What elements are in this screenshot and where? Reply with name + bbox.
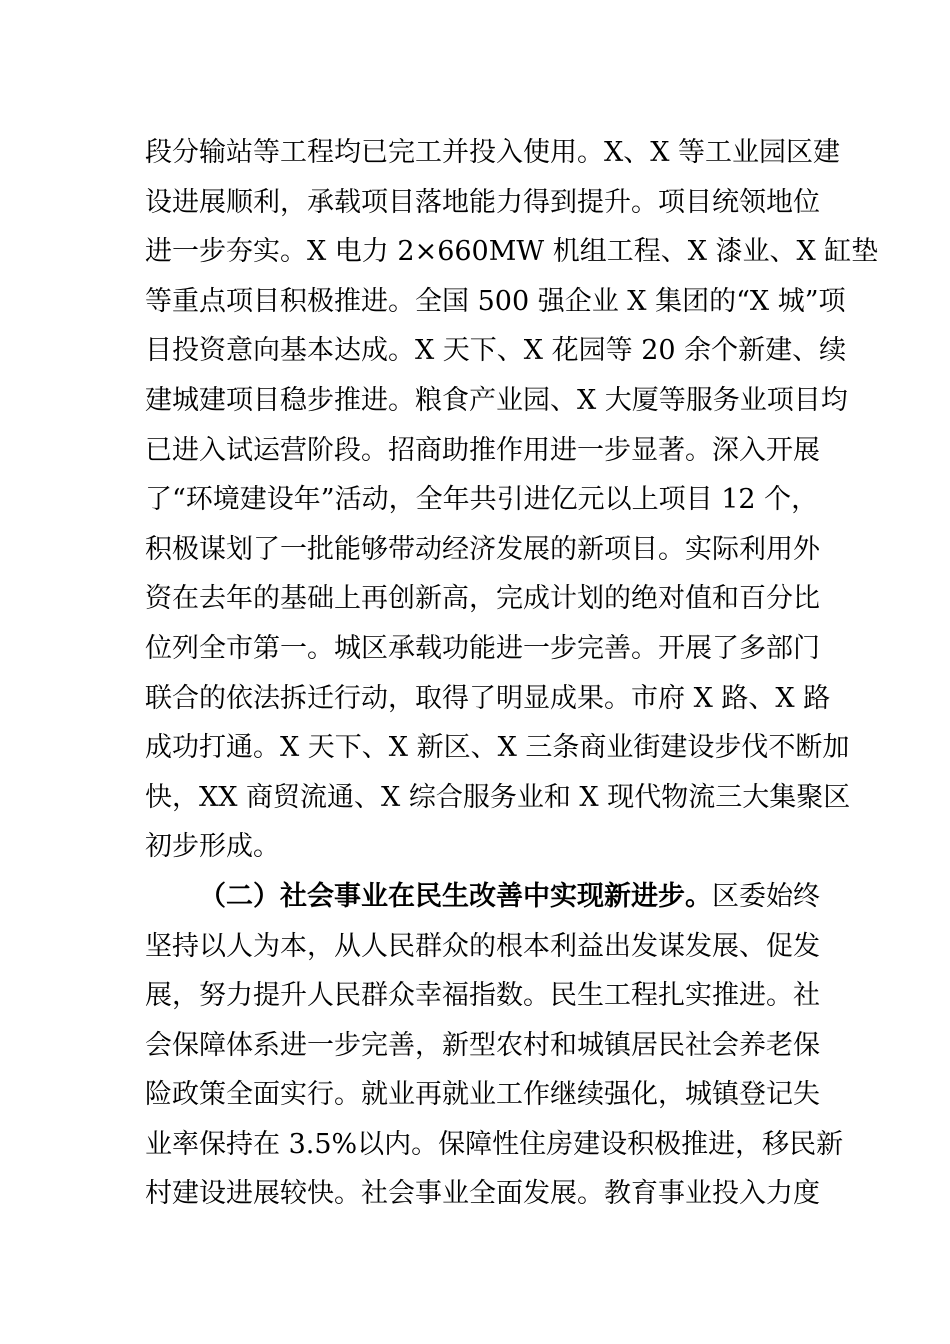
paragraph-line: 了“环境建设年”活动，全年共引进亿元以上项目 12 个， [145,484,819,516]
paragraph-line: 险政策全面实行。就业再就业工作继续强化，城镇登记失 [145,1079,820,1111]
paragraph-line: 坚持以人为本，从人民群众的根本利益出发谋发展、促发 [145,930,820,962]
paragraph-line: 积极谋划了一批能够带动经济发展的新项目。实际利用外 [145,533,820,565]
paragraph-line [145,1219,807,1269]
paragraph-line: 等重点项目积极推进。全国 500 强企业 X 集团的“X 城”项 [145,285,846,317]
paragraph-first-line [145,872,820,922]
paragraph-2 [145,872,844,1269]
paragraph-line: 位列全市第一。城区承载功能进一步完善。开展了多部门 [145,632,820,664]
paragraph-line: 业率保持在 3.5%以内。保障性住房建设积极推进，移民新 [145,1128,844,1160]
paragraph-line: 会保障体系进一步完善，新型农村和城镇居民社会养老保 [145,1029,820,1061]
document-body [145,128,879,1269]
section-heading: （二）社会事业在民生改善中实现新进步。 [199,880,712,912]
paragraph-line: 初步形成。 [145,831,280,863]
paragraph-line: 进一步夯实。X 电力 2×660MW 机组工程、X 漆业、X 缸垫 [145,236,879,268]
paragraph-line: 资在去年的基础上再创新高，完成计划的绝对值和百分比 [145,583,820,615]
paragraph-line: 成功打通。X 天下、X 新区、X 三条商业街建设步伐不断加 [145,732,850,764]
paragraph-line: 建城建项目稳步推进。粮食产业园、X 大厦等服务业项目均 [145,384,848,416]
heading-continuation: 区委始终 [712,880,820,912]
paragraph-line: 联合的依法拆迁行动，取得了明显成果。市府 X 路、X 路 [145,682,831,714]
paragraph-1 [145,128,879,872]
paragraph-line: 目投资意向基本达成。X 天下、X 花园等 20 余个新建、续 [145,335,847,367]
paragraph-line: 村建设进展较快。社会事业全面发展。教育事业投入力度 [145,1178,820,1210]
paragraph-line: 已进入试运营阶段。招商助推作用进一步显著。深入开展 [145,434,820,466]
paragraph-line: 设进展顺利，承载项目落地能力得到提升。项目统领地位 [145,186,820,218]
paragraph-line: 展，努力提升人民群众幸福指数。民生工程扎实推进。社 [145,980,820,1012]
paragraph-line: 段分输站等工程均已完工并投入使用。X、X 等工业园区建 [145,137,841,168]
paragraph-line: 快，XX 商贸流通、X 综合服务业和 X 现代物流三大集聚区 [145,781,851,813]
